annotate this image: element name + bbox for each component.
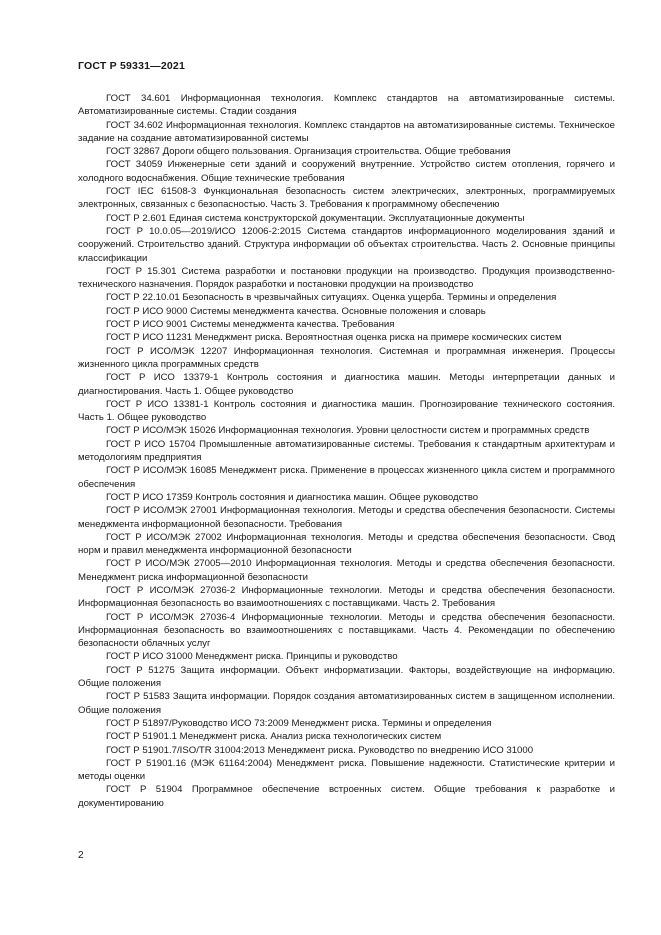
page-number: 2 xyxy=(78,850,84,861)
reference-item: ГОСТ 34.602 Информационная технология. Комплекс стандартов на автоматизированные системы. Техническое задание на создание автоматизированной системы xyxy=(78,119,615,144)
reference-item: ГОСТ Р ИСО 15704 Промышленные автоматизированные системы. Требования к стандартным архитектурам и методологиям предприятия xyxy=(78,438,615,464)
reference-item: ГОСТ Р 51583 Защита информации. Порядок создания автоматизированных систем в защищенном исполнении. Общие положения xyxy=(78,691,615,716)
reference-item: ГОСТ Р 51901.7/ISO/TR 31004:2013 Менеджмент риска. Руководство по внедрению ИСО 31000 xyxy=(106,744,534,756)
reference-item: ГОСТ Р ИСО 13379-1 Контроль состояния и диагностика машин. Методы интерпретации данных и диагностирования. Часть 1. Общее руководство xyxy=(78,372,615,397)
reference-item: ГОСТ Р 51901.1 Менеджмент риска. Анализ риска технологических систем xyxy=(106,731,442,743)
reference-item: ГОСТ Р 51904 Программное обеспечение встроенных систем. Общие требования к разработке и документированию xyxy=(78,784,615,809)
reference-item: ГОСТ Р 51901.16 (МЭК 61164:2004) Менеджмент риска. Повышение надежности. Статистические критерии и методы оценки xyxy=(78,757,615,783)
reference-item: ГОСТ Р 51275 Защита информации. Объект информатизации. Факторы, воздействующие на информацию. Общие положения xyxy=(78,664,615,690)
normative-references-list xyxy=(78,92,615,810)
reference-item: ГОСТ Р ИСО/МЭК 27002 Информационная технология. Методы и средства обеспечения безопасности. Свод норм и правил менеджмента информационной безопасности xyxy=(78,531,615,557)
reference-item: ГОСТ IEC 61508-3 Функциональная безопасность систем электрических, электронных, программируемых электронных, связанных с безопасностью. Часть 3. Требования к программному обеспечению xyxy=(78,186,615,211)
document-header: ГОСТ Р 59331—2021 xyxy=(78,60,186,72)
reference-item: ГОСТ Р ИСО/МЭК 16085 Менеджмент риска. Применение в процессах жизненного цикла систем и программного обеспечения xyxy=(78,465,615,490)
reference-item: ГОСТ Р ИСО 17359 Контроль состояния и диагностика машин. Общее руководство xyxy=(106,491,479,503)
reference-item: ГОСТ Р ИСО 31000 Менеджмент риска. Принципы и руководство xyxy=(106,651,398,663)
reference-item: ГОСТ Р ИСО 11231 Менеджмент риска. Вероятностная оценка риска на примере космических систем xyxy=(106,332,562,344)
reference-item: ГОСТ Р ИСО/МЭК 12207 Информационная технология. Системная и программная инженерия. Процессы жизненного цикла программных средств xyxy=(78,345,615,370)
reference-item: ГОСТ Р ИСО 13381-1 Контроль состояния и диагностика машин. Прогнозирование технического состояния. Часть 1. Общее руководство xyxy=(78,398,615,424)
reference-item: ГОСТ Р ИСО/МЭК 27001 Информационная технология. Методы и средства обеспечения безопасности. Системы менеджмента информационной безопасности. Требования xyxy=(78,505,615,530)
reference-item: ГОСТ Р 51897/Руководство ИСО 73:2009 Менеджмент риска. Термины и определения xyxy=(106,717,492,729)
reference-item: ГОСТ Р ИСО/МЭК 15026 Информационная технология. Уровни целостности систем и программных средств xyxy=(106,425,590,437)
reference-item: ГОСТ Р ИСО/МЭК 27005—2010 Информационная технология. Методы и средства обеспечения безопасности. Менеджмент риска информационной безопасности xyxy=(78,558,615,583)
reference-item: ГОСТ 34.601 Информационная технология. Комплекс стандартов на автоматизированные системы. Автоматизированные системы. Стадии создания xyxy=(78,93,615,118)
reference-item: ГОСТ Р 2.601 Единая система конструкторской документации. Эксплуатационные документы xyxy=(106,212,525,224)
reference-item: ГОСТ 32867 Дороги общего пользования. Организация строительства. Общие требования xyxy=(106,146,511,158)
reference-item: ГОСТ Р ИСО/МЭК 27036-2 Информационные технологии. Методы и средства обеспечения безопасности. Информационная безопасность во взаимоотношениях с поставщиками. Часть 2. Требования xyxy=(78,584,615,610)
reference-item: ГОСТ Р ИСО 9001 Системы менеджмента качества. Требования xyxy=(106,319,395,331)
reference-item: ГОСТ Р 22.10.01 Безопасность в чрезвычайных ситуациях. Оценка ущерба. Термины и определения xyxy=(106,292,557,304)
reference-item: ГОСТ Р ИСО/МЭК 27036-4 Информационные технологии. Методы и средства обеспечения безопасности. Информационная безопасность во взаимоотношениях с поставщиками. Часть 4. Рекомендации по обеспечению безопасности облачных услуг xyxy=(78,611,615,650)
reference-item: ГОСТ Р 15.301 Система разработки и постановки продукции на производство. Продукция производственно-технического назначения. Порядок разработки и постановки продукции на производство xyxy=(78,265,615,291)
reference-item: ГОСТ 34059 Инженерные сети зданий и сооружений внутренние. Устройство систем отопления, горячего и холодного водоснабжения. Общие технические требования xyxy=(78,159,615,184)
reference-item: ГОСТ Р ИСО 9000 Системы менеджмента качества. Основные положения и словарь xyxy=(106,305,486,317)
reference-item: ГОСТ Р 10.0.05—2019/ИСО 12006-2:2015 Система стандартов информационного моделирования зданий и сооружений. Строительство зданий. Структура информации об объектах строительства. Часть 2. Основные принципы классификации xyxy=(78,225,615,264)
